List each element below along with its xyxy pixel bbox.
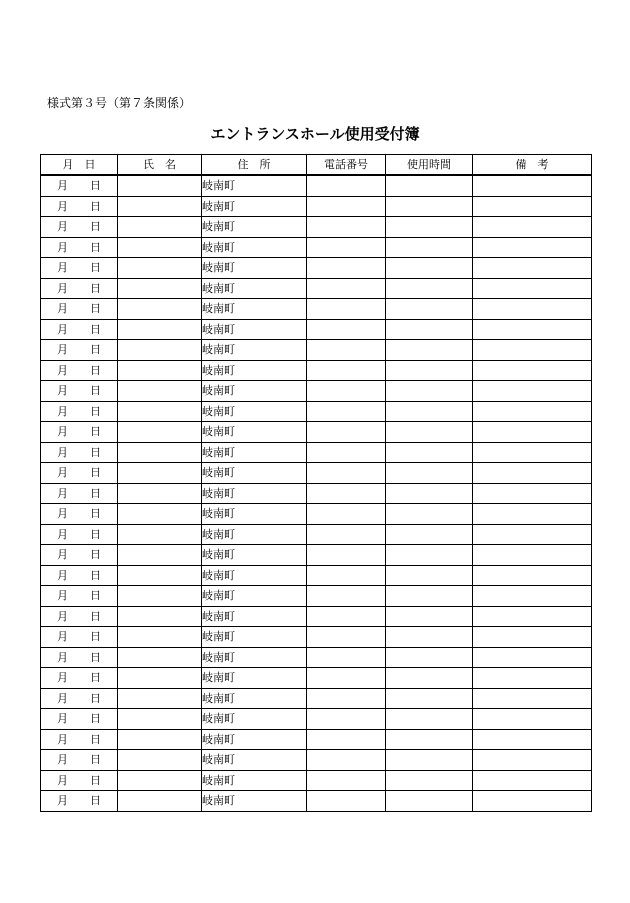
form-number: 様式第３号（第７条関係） <box>47 96 192 110</box>
address-cell[interactable]: 岐南町 <box>202 258 307 279</box>
address-cell[interactable]: 岐南町 <box>202 791 307 812</box>
remarks-cell[interactable] <box>473 340 592 361</box>
name-cell[interactable] <box>118 606 202 627</box>
phone-cell[interactable] <box>307 340 386 361</box>
remarks-cell[interactable] <box>473 586 592 607</box>
table-row <box>41 237 592 258</box>
table-row <box>41 175 592 196</box>
month-label: 月 <box>57 425 68 439</box>
day-label: 日 <box>90 425 101 439</box>
name-cell[interactable] <box>118 196 202 217</box>
remarks-cell[interactable] <box>473 709 592 730</box>
day-label: 日 <box>90 794 101 808</box>
address-cell[interactable]: 岐南町 <box>202 504 307 525</box>
date-cell[interactable] <box>41 463 118 484</box>
usage-time-cell[interactable] <box>386 360 473 381</box>
day-label: 日 <box>90 630 101 644</box>
day-label: 日 <box>90 568 101 582</box>
remarks-cell[interactable] <box>473 381 592 402</box>
remarks-cell[interactable] <box>473 606 592 627</box>
usage-time-cell[interactable] <box>386 586 473 607</box>
remarks-cell[interactable] <box>473 258 592 279</box>
day-label: 日 <box>90 548 101 562</box>
date-cell[interactable] <box>41 770 118 791</box>
address-cell[interactable]: 岐南町 <box>202 668 307 689</box>
date-cell[interactable] <box>41 545 118 566</box>
address-cell[interactable]: 岐南町 <box>202 709 307 730</box>
day-label: 日 <box>90 343 101 357</box>
date-cell[interactable] <box>41 688 118 709</box>
remarks-cell[interactable] <box>473 319 592 340</box>
address-cell[interactable]: 岐南町 <box>202 422 307 443</box>
date-cell[interactable] <box>41 422 118 443</box>
address-cell[interactable]: 岐南町 <box>202 442 307 463</box>
date-cell[interactable] <box>41 360 118 381</box>
name-cell[interactable] <box>118 463 202 484</box>
date-cell[interactable] <box>41 668 118 689</box>
phone-cell[interactable] <box>307 258 386 279</box>
day-label: 日 <box>90 732 101 746</box>
month-label: 月 <box>57 794 68 808</box>
remarks-cell[interactable] <box>473 791 592 812</box>
table-row <box>41 340 592 361</box>
name-cell[interactable] <box>118 422 202 443</box>
remarks-cell[interactable] <box>473 688 592 709</box>
usage-time-cell[interactable] <box>386 401 473 422</box>
name-cell[interactable] <box>118 278 202 299</box>
name-cell[interactable] <box>118 504 202 525</box>
table-row <box>41 504 592 525</box>
table-row <box>41 196 592 217</box>
name-cell[interactable] <box>118 217 202 238</box>
phone-cell[interactable] <box>307 319 386 340</box>
usage-time-cell[interactable] <box>386 770 473 791</box>
document-title: エントランスホール使用受付簿 <box>210 125 420 143</box>
month-label: 月 <box>57 486 68 500</box>
date-cell[interactable] <box>41 401 118 422</box>
address-cell[interactable]: 岐南町 <box>202 278 307 299</box>
table-row <box>41 791 592 812</box>
header-remarks: 備 考 <box>473 155 592 176</box>
day-label: 日 <box>90 773 101 787</box>
remarks-cell[interactable] <box>473 299 592 320</box>
day-label: 日 <box>90 527 101 541</box>
remarks-cell[interactable] <box>473 442 592 463</box>
month-label: 月 <box>57 548 68 562</box>
name-cell[interactable] <box>118 237 202 258</box>
day-label: 日 <box>90 507 101 521</box>
address-cell[interactable]: 岐南町 <box>202 237 307 258</box>
day-label: 日 <box>90 671 101 685</box>
remarks-cell[interactable] <box>473 524 592 545</box>
remarks-cell[interactable] <box>473 422 592 443</box>
remarks-cell[interactable] <box>473 196 592 217</box>
name-cell[interactable] <box>118 668 202 689</box>
table-row <box>41 750 592 771</box>
date-cell[interactable] <box>41 319 118 340</box>
table-row <box>41 381 592 402</box>
name-cell[interactable] <box>118 299 202 320</box>
month-label: 月 <box>57 384 68 398</box>
remarks-cell[interactable] <box>473 668 592 689</box>
table-row <box>41 483 592 504</box>
day-label: 日 <box>90 199 101 213</box>
usage-time-cell[interactable] <box>386 545 473 566</box>
usage-time-cell[interactable] <box>386 278 473 299</box>
usage-time-cell[interactable] <box>386 442 473 463</box>
name-cell[interactable] <box>118 688 202 709</box>
date-cell[interactable] <box>41 217 118 238</box>
remarks-cell[interactable] <box>473 278 592 299</box>
remarks-cell[interactable] <box>473 504 592 525</box>
phone-cell[interactable] <box>307 606 386 627</box>
usage-time-cell[interactable] <box>386 709 473 730</box>
month-label: 月 <box>57 240 68 254</box>
phone-cell[interactable] <box>307 401 386 422</box>
table-row <box>41 565 592 586</box>
phone-cell[interactable] <box>307 627 386 648</box>
month-label: 月 <box>57 732 68 746</box>
date-cell[interactable] <box>41 709 118 730</box>
address-cell[interactable]: 岐南町 <box>202 319 307 340</box>
address-cell[interactable]: 岐南町 <box>202 750 307 771</box>
usage-time-cell[interactable] <box>386 381 473 402</box>
usage-time-cell[interactable] <box>386 175 473 196</box>
name-cell[interactable] <box>118 483 202 504</box>
date-cell[interactable] <box>41 750 118 771</box>
name-cell[interactable] <box>118 545 202 566</box>
name-cell[interactable] <box>118 258 202 279</box>
month-label: 月 <box>57 281 68 295</box>
usage-time-cell[interactable] <box>386 319 473 340</box>
date-cell[interactable] <box>41 483 118 504</box>
date-cell[interactable] <box>41 586 118 607</box>
table-row <box>41 319 592 340</box>
phone-cell[interactable] <box>307 750 386 771</box>
day-label: 日 <box>90 712 101 726</box>
day-label: 日 <box>90 261 101 275</box>
name-cell[interactable] <box>118 401 202 422</box>
usage-time-cell[interactable] <box>386 422 473 443</box>
table-row <box>41 688 592 709</box>
date-cell[interactable] <box>41 627 118 648</box>
usage-time-cell[interactable] <box>386 196 473 217</box>
usage-time-cell[interactable] <box>386 729 473 750</box>
month-label: 月 <box>57 650 68 664</box>
date-cell[interactable] <box>41 196 118 217</box>
usage-time-cell[interactable] <box>386 627 473 648</box>
month-label: 月 <box>57 609 68 623</box>
day-label: 日 <box>90 691 101 705</box>
phone-cell[interactable] <box>307 565 386 586</box>
date-cell[interactable] <box>41 565 118 586</box>
month-label: 月 <box>57 507 68 521</box>
day-label: 日 <box>90 404 101 418</box>
day-label: 日 <box>90 384 101 398</box>
phone-cell[interactable] <box>307 791 386 812</box>
date-cell[interactable] <box>41 524 118 545</box>
remarks-cell[interactable] <box>473 750 592 771</box>
day-label: 日 <box>90 302 101 316</box>
month-label: 月 <box>57 261 68 275</box>
phone-cell[interactable] <box>307 442 386 463</box>
remarks-cell[interactable] <box>473 565 592 586</box>
address-cell[interactable]: 岐南町 <box>202 381 307 402</box>
usage-time-cell[interactable] <box>386 791 473 812</box>
name-cell[interactable] <box>118 586 202 607</box>
name-cell[interactable] <box>118 791 202 812</box>
remarks-cell[interactable] <box>473 627 592 648</box>
name-cell[interactable] <box>118 175 202 196</box>
name-cell[interactable] <box>118 627 202 648</box>
usage-time-cell[interactable] <box>386 524 473 545</box>
address-cell[interactable]: 岐南町 <box>202 627 307 648</box>
table-row <box>41 668 592 689</box>
usage-time-cell[interactable] <box>386 750 473 771</box>
month-label: 月 <box>57 220 68 234</box>
name-cell[interactable] <box>118 647 202 668</box>
phone-cell[interactable] <box>307 217 386 238</box>
remarks-cell[interactable] <box>473 360 592 381</box>
phone-cell[interactable] <box>307 586 386 607</box>
month-label: 月 <box>57 199 68 213</box>
name-cell[interactable] <box>118 709 202 730</box>
address-cell[interactable]: 岐南町 <box>202 175 307 196</box>
day-label: 日 <box>90 220 101 234</box>
header-address: 住 所 <box>202 155 307 176</box>
reception-ledger-table <box>40 154 592 812</box>
phone-cell[interactable] <box>307 381 386 402</box>
address-cell[interactable]: 岐南町 <box>202 524 307 545</box>
usage-time-cell[interactable] <box>386 668 473 689</box>
day-label: 日 <box>90 322 101 336</box>
address-cell[interactable]: 岐南町 <box>202 606 307 627</box>
address-cell[interactable]: 岐南町 <box>202 729 307 750</box>
day-label: 日 <box>90 589 101 603</box>
table-row <box>41 545 592 566</box>
date-cell[interactable] <box>41 504 118 525</box>
name-cell[interactable] <box>118 360 202 381</box>
phone-cell[interactable] <box>307 483 386 504</box>
address-cell[interactable]: 岐南町 <box>202 647 307 668</box>
usage-time-cell[interactable] <box>386 258 473 279</box>
month-label: 月 <box>57 404 68 418</box>
table-row <box>41 422 592 443</box>
month-label: 月 <box>57 589 68 603</box>
month-label: 月 <box>57 179 68 193</box>
usage-time-cell[interactable] <box>386 217 473 238</box>
address-cell[interactable]: 岐南町 <box>202 217 307 238</box>
date-cell[interactable] <box>41 791 118 812</box>
name-cell[interactable] <box>118 565 202 586</box>
day-label: 日 <box>90 609 101 623</box>
name-cell[interactable] <box>118 340 202 361</box>
header-row <box>41 155 592 176</box>
table-row <box>41 524 592 545</box>
address-cell[interactable]: 岐南町 <box>202 483 307 504</box>
month-label: 月 <box>57 712 68 726</box>
table-row <box>41 401 592 422</box>
table-row <box>41 770 592 791</box>
day-label: 日 <box>90 486 101 500</box>
name-cell[interactable] <box>118 442 202 463</box>
month-label: 月 <box>57 671 68 685</box>
address-cell[interactable]: 岐南町 <box>202 196 307 217</box>
table-row <box>41 463 592 484</box>
phone-cell[interactable] <box>307 278 386 299</box>
date-cell[interactable] <box>41 647 118 668</box>
address-cell[interactable]: 岐南町 <box>202 565 307 586</box>
remarks-cell[interactable] <box>473 545 592 566</box>
address-cell[interactable]: 岐南町 <box>202 360 307 381</box>
month-label: 月 <box>57 363 68 377</box>
header-phone: 電話番号 <box>307 155 386 176</box>
phone-cell[interactable] <box>307 463 386 484</box>
day-label: 日 <box>90 240 101 254</box>
address-cell[interactable]: 岐南町 <box>202 299 307 320</box>
date-cell[interactable] <box>41 340 118 361</box>
phone-cell[interactable] <box>307 688 386 709</box>
table-row <box>41 442 592 463</box>
table-row <box>41 729 592 750</box>
phone-cell[interactable] <box>307 524 386 545</box>
usage-time-cell[interactable] <box>386 483 473 504</box>
remarks-cell[interactable] <box>473 237 592 258</box>
month-label: 月 <box>57 568 68 582</box>
phone-cell[interactable] <box>307 545 386 566</box>
usage-time-cell[interactable] <box>386 688 473 709</box>
table-row <box>41 258 592 279</box>
date-cell[interactable] <box>41 442 118 463</box>
address-cell[interactable]: 岐南町 <box>202 401 307 422</box>
header-usage-time: 使用時間 <box>386 155 473 176</box>
phone-cell[interactable] <box>307 770 386 791</box>
phone-cell[interactable] <box>307 175 386 196</box>
table-row <box>41 709 592 730</box>
table-row <box>41 217 592 238</box>
day-label: 日 <box>90 650 101 664</box>
date-cell[interactable] <box>41 299 118 320</box>
address-cell[interactable]: 岐南町 <box>202 340 307 361</box>
table-row <box>41 299 592 320</box>
phone-cell[interactable] <box>307 237 386 258</box>
date-cell[interactable] <box>41 278 118 299</box>
remarks-cell[interactable] <box>473 729 592 750</box>
address-cell[interactable]: 岐南町 <box>202 688 307 709</box>
name-cell[interactable] <box>118 750 202 771</box>
month-label: 月 <box>57 322 68 336</box>
header-name: 氏 名 <box>118 155 202 176</box>
table-row <box>41 586 592 607</box>
table-row <box>41 627 592 648</box>
usage-time-cell[interactable] <box>386 504 473 525</box>
day-label: 日 <box>90 445 101 459</box>
day-label: 日 <box>90 179 101 193</box>
phone-cell[interactable] <box>307 196 386 217</box>
address-cell[interactable]: 岐南町 <box>202 463 307 484</box>
name-cell[interactable] <box>118 319 202 340</box>
remarks-cell[interactable] <box>473 175 592 196</box>
phone-cell[interactable] <box>307 504 386 525</box>
date-cell[interactable] <box>41 729 118 750</box>
month-label: 月 <box>57 466 68 480</box>
name-cell[interactable] <box>118 729 202 750</box>
usage-time-cell[interactable] <box>386 340 473 361</box>
table-row <box>41 360 592 381</box>
month-label: 月 <box>57 691 68 705</box>
month-label: 月 <box>57 343 68 357</box>
name-cell[interactable] <box>118 770 202 791</box>
usage-time-cell[interactable] <box>386 647 473 668</box>
table-row <box>41 606 592 627</box>
phone-cell[interactable] <box>307 668 386 689</box>
name-cell[interactable] <box>118 381 202 402</box>
remarks-cell[interactable] <box>473 401 592 422</box>
remarks-cell[interactable] <box>473 483 592 504</box>
address-cell[interactable]: 岐南町 <box>202 770 307 791</box>
day-label: 日 <box>90 281 101 295</box>
phone-cell[interactable] <box>307 360 386 381</box>
remarks-cell[interactable] <box>473 770 592 791</box>
remarks-cell[interactable] <box>473 647 592 668</box>
name-cell[interactable] <box>118 524 202 545</box>
phone-cell[interactable] <box>307 647 386 668</box>
table-row <box>41 278 592 299</box>
phone-cell[interactable] <box>307 729 386 750</box>
date-cell[interactable] <box>41 175 118 196</box>
remarks-cell[interactable] <box>473 217 592 238</box>
usage-time-cell[interactable] <box>386 463 473 484</box>
date-cell[interactable] <box>41 258 118 279</box>
month-label: 月 <box>57 630 68 644</box>
date-cell[interactable] <box>41 606 118 627</box>
table-row <box>41 647 592 668</box>
ledger-body <box>41 175 592 811</box>
day-label: 日 <box>90 753 101 767</box>
usage-time-cell[interactable] <box>386 237 473 258</box>
month-label: 月 <box>57 773 68 787</box>
usage-time-cell[interactable] <box>386 565 473 586</box>
day-label: 日 <box>90 466 101 480</box>
date-cell[interactable] <box>41 237 118 258</box>
date-cell[interactable] <box>41 381 118 402</box>
phone-cell[interactable] <box>307 422 386 443</box>
month-label: 月 <box>57 527 68 541</box>
month-label: 月 <box>57 302 68 316</box>
header-date: 月 日 <box>41 155 118 176</box>
phone-cell[interactable] <box>307 709 386 730</box>
address-cell[interactable]: 岐南町 <box>202 586 307 607</box>
remarks-cell[interactable] <box>473 463 592 484</box>
usage-time-cell[interactable] <box>386 299 473 320</box>
address-cell[interactable]: 岐南町 <box>202 545 307 566</box>
month-label: 月 <box>57 753 68 767</box>
phone-cell[interactable] <box>307 299 386 320</box>
month-label: 月 <box>57 445 68 459</box>
day-label: 日 <box>90 363 101 377</box>
usage-time-cell[interactable] <box>386 606 473 627</box>
